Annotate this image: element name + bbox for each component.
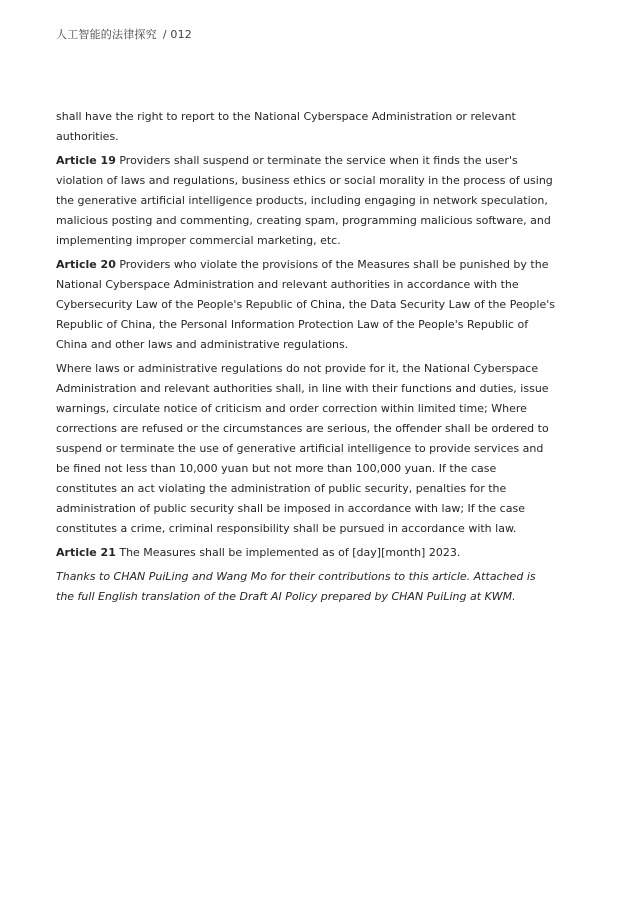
page-number: / 012 [162,28,193,41]
article-21 [56,543,556,563]
article-label: Article 20 [56,258,116,271]
paragraph-text: Where laws or administrative regulations do not provide for it, the National Cyberspace Administration and relevant authorities shall, in line with their functions and duties, issue warnings, circulate notice of criticism and order correction within limited time; Where corrections are refused or the circumstances are serious, the offender shall be ordered to suspend or terminate the use of generative artificial intelligence to provide services and be fined not less than 10,000 yuan but not more than 100,000 yuan. If the case constitutes an act violating the administration of public security, penalties for the administration of public security shall be imposed in accordance with law; If the case constitutes a crime, criminal responsibility shall be pursued in accordance with law. [56,362,549,535]
paragraph-text: Providers shall suspend or terminate the service when it finds the user's violation of laws and regulations, business ethics or social morality in the process of using the generative artificial intelligence products, including engaging in network speculation, malicious posting and commenting, creating spam, programming malicious software, and implementing improper commercial marketing, etc. [56,154,553,247]
article-20 [56,255,556,355]
running-header [56,26,192,42]
paragraph-text: Providers who violate the provisions of the Measures shall be punished by the National Cyberspace Administration and relevant authorities in accordance with the Cybersecurity Law of the People's Republic of China, the Data Security Law of the People's Republic of China, the Personal Information Protection Law of the People's Republic of China and other laws and administrative regulations. [56,258,555,351]
article-20-continuation [56,359,556,539]
header-title: 人工智能的法律探究 [56,28,157,41]
paragraph-text: The Measures shall be implemented as of [day][month] 2023. [115,546,461,559]
paragraph-continuation [56,107,556,147]
article-19 [56,151,556,251]
article-label: Article 19 [56,154,116,167]
acknowledgement-note: Thanks to CHAN PuiLing and Wang Mo for their contributions to this article. Attached is the full English translation of the Draft AI Policy prepared by CHAN PuiLing at KWM. [56,570,536,603]
paragraph-text: shall have the right to report to the National Cyberspace Administration or relevant authorities. [56,110,516,143]
document-body [56,107,556,611]
article-label: Article 21 [56,546,116,559]
